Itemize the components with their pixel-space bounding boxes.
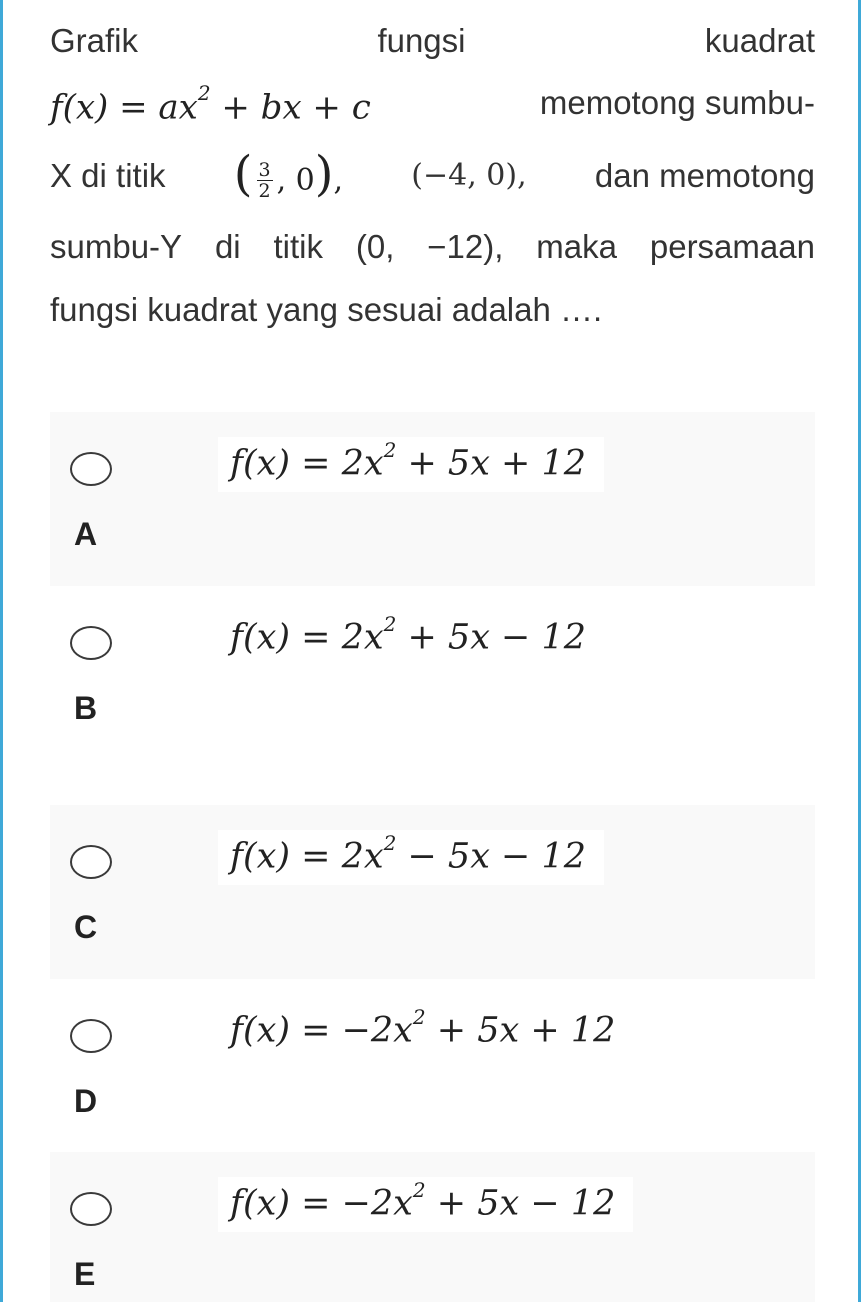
radio-button[interactable] bbox=[70, 452, 112, 486]
question-line-2 bbox=[50, 68, 815, 138]
formula-part: f(x) = 2x bbox=[230, 443, 384, 484]
option-letter: C bbox=[74, 909, 98, 945]
quadratic-equation bbox=[50, 77, 371, 129]
formula-exponent: 2 bbox=[412, 1178, 426, 1202]
fraction bbox=[257, 160, 273, 201]
option-d[interactable] bbox=[50, 979, 815, 1153]
formula-part: f(x) = −2x bbox=[230, 1010, 413, 1051]
question-line-3 bbox=[50, 138, 815, 214]
option-a[interactable] bbox=[50, 412, 815, 586]
option-letter: E bbox=[74, 1256, 96, 1292]
equation-lhs: f(x) = ax bbox=[50, 87, 198, 128]
question-line-1 bbox=[50, 18, 815, 64]
option-letter: D bbox=[74, 1083, 98, 1119]
option-e[interactable] bbox=[50, 1152, 815, 1302]
option-formula bbox=[218, 611, 604, 666]
word: Grafik bbox=[50, 22, 139, 59]
question-text bbox=[50, 18, 815, 340]
option-letter: A bbox=[74, 516, 98, 552]
word: persamaan bbox=[649, 228, 815, 265]
word: di bbox=[214, 228, 241, 265]
formula-part: f(x) = 2x bbox=[230, 836, 384, 877]
formula-part: + 5x − 12 bbox=[407, 617, 587, 658]
option-formula bbox=[218, 830, 604, 885]
question-line-5 bbox=[50, 280, 815, 340]
question-line-2-text: memotong sumbu- bbox=[539, 84, 815, 121]
radio-button[interactable] bbox=[70, 626, 112, 660]
line3-suffix: dan memotong bbox=[594, 157, 815, 194]
word: maka bbox=[536, 228, 617, 265]
formula-part: f(x) = 2x bbox=[230, 617, 384, 658]
fraction-numerator: 3 bbox=[258, 159, 271, 181]
option-formula bbox=[218, 1177, 633, 1232]
formula-part: + 5x + 12 bbox=[407, 443, 587, 484]
radio-button[interactable] bbox=[70, 1019, 112, 1053]
equation-rhs: + bx + c bbox=[221, 87, 371, 128]
radio-button[interactable] bbox=[70, 845, 112, 879]
option-b[interactable] bbox=[50, 586, 815, 760]
equation-exponent: 2 bbox=[197, 80, 211, 105]
line3-prefix: X di titik bbox=[50, 157, 166, 194]
question-line-5-text: fungsi kuadrat yang sesuai adalah …. bbox=[50, 291, 603, 328]
formula-part: f(x) = −2x bbox=[230, 1183, 413, 1224]
formula-part: + 5x − 12 bbox=[436, 1183, 616, 1224]
question-line-4 bbox=[50, 214, 815, 280]
radio-button[interactable] bbox=[70, 1192, 112, 1226]
option-formula bbox=[218, 437, 604, 492]
point-1: ( $\frac{3}{2}$ , 0), bbox=[233, 145, 344, 202]
formula-exponent: 2 bbox=[383, 612, 397, 636]
word: (0, bbox=[355, 228, 395, 265]
word: titik bbox=[273, 228, 323, 265]
point-1-rest: , 0 bbox=[276, 162, 315, 198]
formula-part: − 5x − 12 bbox=[407, 836, 587, 877]
left-border bbox=[0, 0, 3, 1302]
word: −12), bbox=[427, 228, 504, 265]
fraction-denominator: 2 bbox=[258, 180, 271, 202]
formula-exponent: 2 bbox=[383, 438, 397, 462]
word: sumbu-Y bbox=[50, 228, 183, 265]
formula-exponent: 2 bbox=[383, 831, 397, 855]
formula-exponent: 2 bbox=[412, 1005, 426, 1029]
option-c[interactable] bbox=[50, 805, 815, 979]
word: kuadrat bbox=[704, 22, 815, 59]
formula-part: + 5x + 12 bbox=[436, 1010, 616, 1051]
option-letter: B bbox=[74, 690, 98, 726]
point-2: (−4, 0), bbox=[411, 158, 527, 193]
option-formula bbox=[218, 1004, 633, 1059]
word: fungsi bbox=[377, 22, 466, 59]
